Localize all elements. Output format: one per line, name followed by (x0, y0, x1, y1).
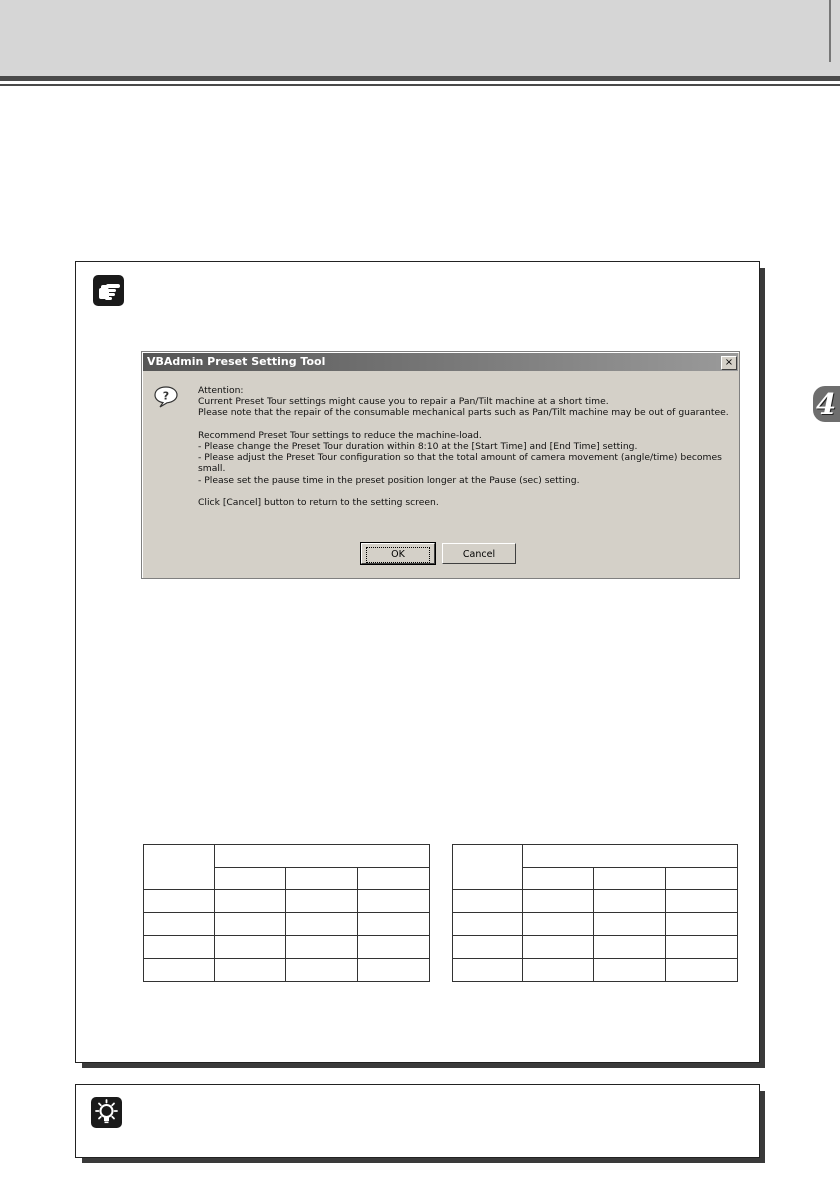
movement-table-right (452, 844, 738, 982)
tip-box (75, 1084, 760, 1158)
lightbulb-icon (91, 1097, 122, 1128)
dialog-message (198, 385, 738, 508)
table-row (144, 913, 430, 936)
table-row (453, 890, 738, 913)
table-row (453, 913, 738, 936)
table-subheader-cell (286, 867, 358, 890)
table-row (453, 959, 738, 982)
movement-table-left (143, 844, 430, 982)
ok-button[interactable] (361, 543, 435, 564)
header-rule-thin (0, 84, 840, 86)
table-subheader-cell (666, 867, 738, 890)
message-line: Recommend Preset Tour settings to reduce the machine-load. (198, 429, 482, 441)
table-header-cell (523, 845, 738, 868)
cancel-button[interactable]: Cancel (442, 543, 516, 564)
question-bubble-icon (154, 386, 178, 408)
ok-label: OK (366, 547, 430, 563)
table-row (144, 959, 430, 982)
message-line (198, 419, 738, 430)
close-icon[interactable]: × (721, 356, 737, 370)
table-subheader-cell (358, 867, 430, 890)
message-line: small. (198, 463, 226, 475)
preset-tool-dialog (141, 351, 740, 579)
table-row (144, 936, 430, 959)
message-line (198, 486, 738, 497)
crop-mark (829, 0, 831, 62)
header-rule-thick (0, 76, 840, 81)
table-subheader-cell (523, 867, 594, 890)
message-line: - Please change the Preset Tour duration within 8:10 at the [Start Time] and [End Time] setting. (198, 440, 638, 452)
table-subheader-cell (594, 867, 666, 890)
page-header-band (0, 0, 840, 76)
message-line: Attention: (198, 385, 244, 396)
message-line: Please note that the repair of the consumable mechanical parts such as Pan/Tilt machine may be out of guarantee. (198, 407, 729, 419)
chapter-number: 4 (816, 387, 837, 421)
table-row (453, 936, 738, 959)
svg-text:?: ? (162, 389, 170, 403)
table-header-cell (215, 845, 430, 868)
message-line: - Please set the pause time in the preset position longer at the Pause (sec) setting. (198, 474, 580, 486)
dialog-title-bar (143, 353, 738, 371)
message-line: Click [Cancel] button to return to the setting screen. (198, 496, 439, 508)
table-header-cell (453, 845, 523, 890)
dialog-title: VBAdmin Preset Setting Tool (147, 355, 326, 368)
message-line: Current Preset Tour settings might cause you to repair a Pan/Tilt machine at a short time. (198, 396, 609, 408)
chapter-tab (813, 386, 840, 422)
table-row (144, 890, 430, 913)
pointing-hand-icon (93, 275, 124, 306)
table-subheader-cell (215, 867, 286, 890)
message-line: - Please adjust the Preset Tour configuration so that the total amount of camera movement (angle/time) becomes (198, 452, 722, 464)
table-header-cell (144, 845, 215, 890)
